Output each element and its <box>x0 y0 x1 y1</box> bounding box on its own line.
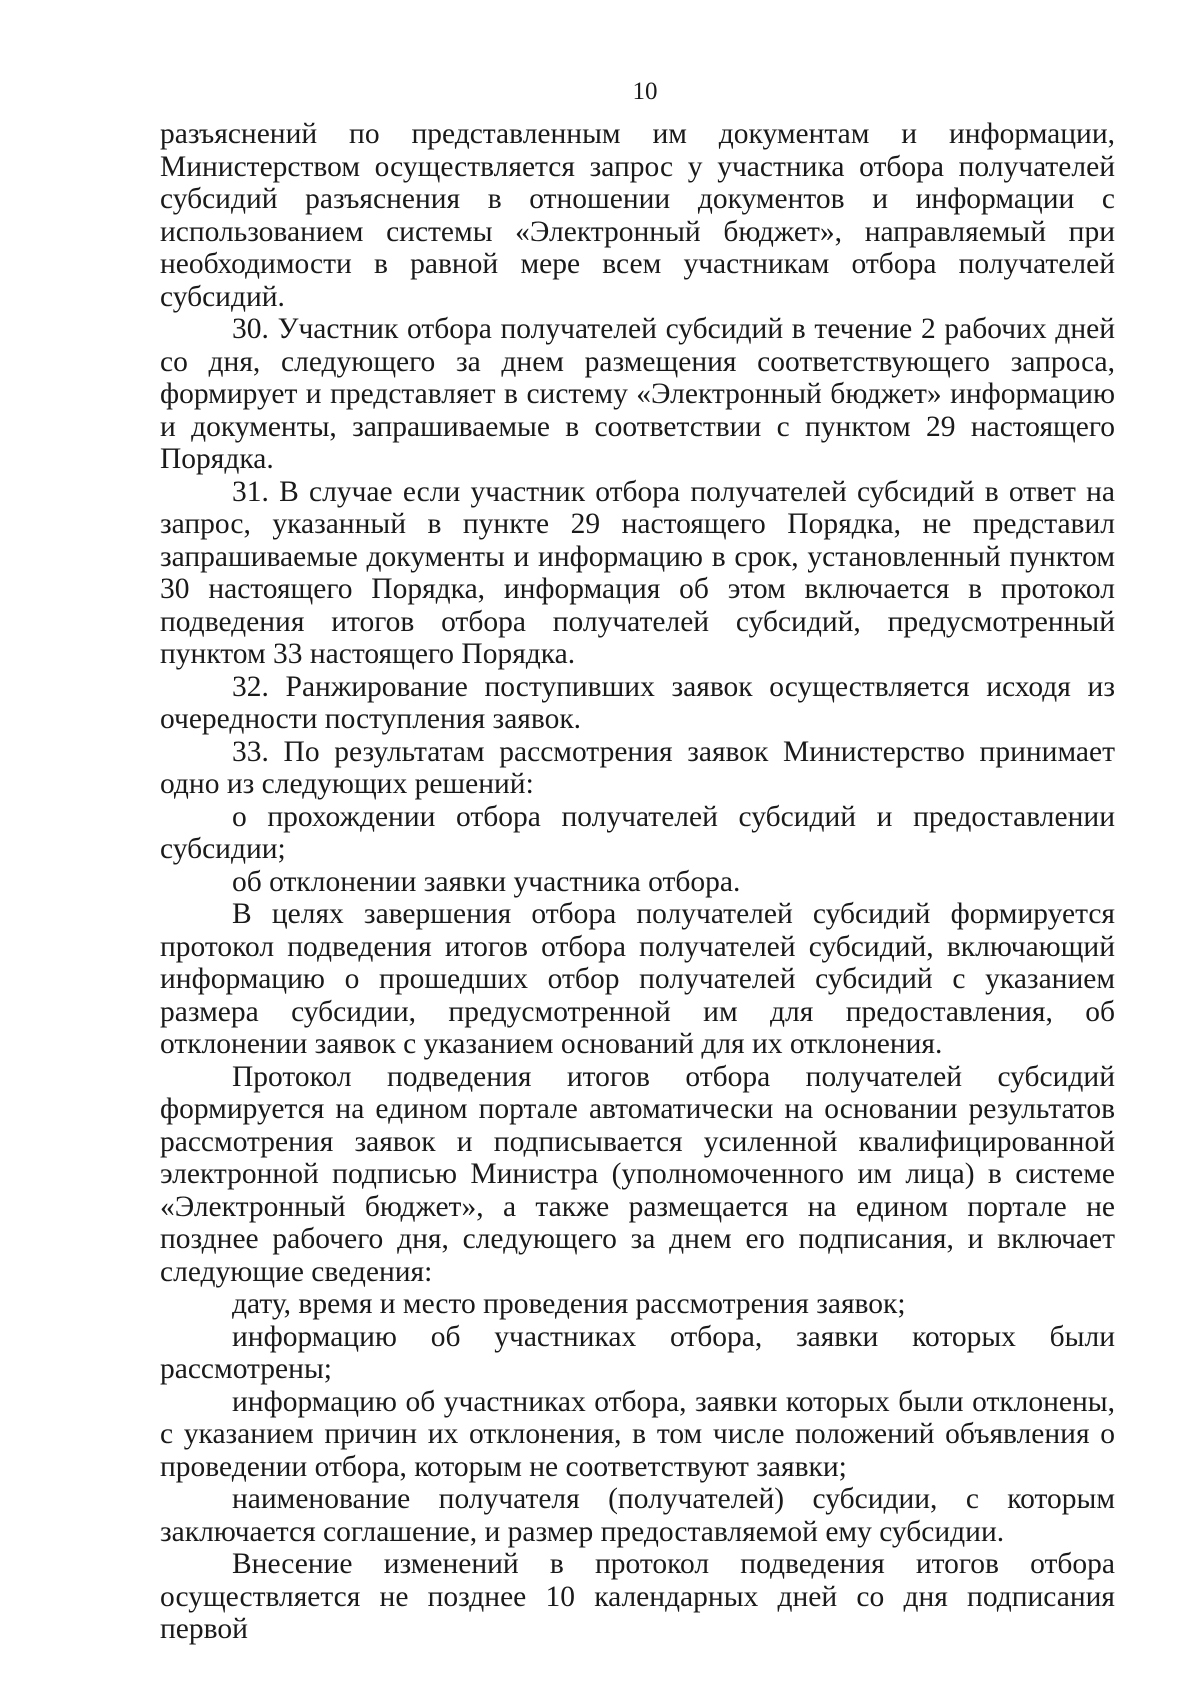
document-body <box>160 118 1115 1646</box>
paragraph-protocol-purpose: В целях завершения отбора получателей субсидий формируется протокол подведения итогов отбора получателей субсидий, включающий информацию о прошедших отбор получателей субсидий с указанием размера субсидии, предусмотренной им для предоставления, об отклонении заявок с указанием оснований для их отклонения. <box>160 898 1115 1060</box>
paragraph-item-32: 32. Ранжирование поступивших заявок осуществляется исходя из очередности поступления заявок. <box>160 670 1115 735</box>
paragraph-decision-approve: о прохождении отбора получателей субсидий и предоставлении субсидии; <box>160 800 1115 865</box>
paragraph-protocol-item-date: дату, время и место проведения рассмотрения заявок; <box>232 1288 906 1320</box>
paragraph-item-30: 30. Участник отбора получателей субсидий в течение 2 рабочих дней со дня, следующего за днем размещения соответствующего запроса, формирует и представляет в систему «Электронный бюджет» информацию и документы, запрашиваемые в соответствии с пунктом 29 настоящего Порядка. <box>160 313 1115 475</box>
paragraph-protocol-changes: Внесение изменений в протокол подведения итогов отбора осуществляется не позднее 10 календарных дней со дня подписания первой <box>160 1548 1115 1645</box>
paragraph-continuation: разъяснений по представленным им документам и информации, Министерством осуществляется запрос у участника отбора получателей субсидий разъяснения в отношении документов и информации с использованием системы «Электронный бюджет», направляемый при необходимости в равной мере всем участникам отбора получателей субсидий. <box>160 118 1115 313</box>
paragraph-protocol-formation: Протокол подведения итогов отбора получателей субсидий формируется на едином портале автоматически на основании результатов рассмотрения заявок и подписывается усиленной квалифицированной электронной подписью Министра (уполномоченного им лица) в системе «Электронный бюджет», а также размещается на едином портале не позднее рабочего дня, следующего за днем его подписания, и включает следующие сведения: <box>160 1060 1115 1288</box>
paragraph-decision-reject: об отклонении заявки участника отбора. <box>232 865 741 898</box>
paragraph-protocol-item-rejected: информацию об участниках отбора, заявки которых были отклонены, с указанием причин их отклонения, в том числе положений объявления о проведении отбора, которым не соответствуют заявки; <box>160 1385 1115 1483</box>
paragraph-item-31: 31. В случае если участник отбора получателей субсидий в ответ на запрос, указанный в пункте 29 настоящего Порядка, не представил запрашиваемые документы и информацию в срок, установленный пунктом 30 настоящего Порядка, информация об этом включается в протокол подведения итогов отбора получателей субсидий, предусмотренный пунктом 33 настоящего Порядка. <box>160 475 1115 670</box>
paragraph-item-33: 33. По результатам рассмотрения заявок Министерство принимает одно из следующих решений: <box>160 735 1115 800</box>
paragraph-protocol-item-reviewed: информацию об участниках отбора, заявки которых были рассмотрены; <box>160 1320 1115 1385</box>
page-number: 10 <box>632 78 658 105</box>
paragraph-protocol-item-recipient: наименование получателя (получателей) субсидии, с которым заключается соглашение, и размер предоставляемой ему субсидии. <box>160 1483 1115 1548</box>
